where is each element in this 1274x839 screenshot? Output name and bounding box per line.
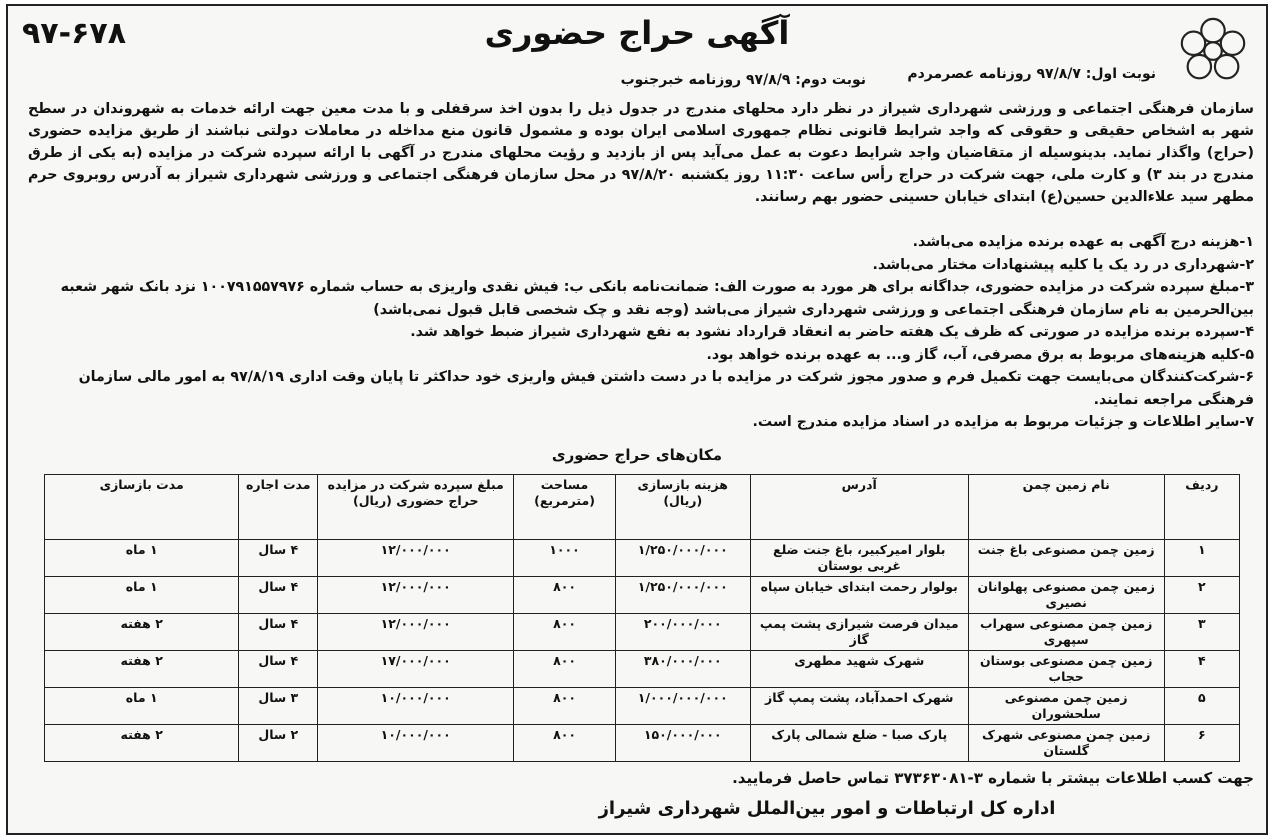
cell-address: میدان فرصت شیرازی پشت پمپ گاز (750, 614, 968, 651)
cell-renovation-cost: ۱/۰۰۰/۰۰۰/۰۰۰ (615, 688, 750, 725)
header-address: آدرس (750, 475, 968, 540)
cell-renovation-cost: ۲۰۰/۰۰۰/۰۰۰ (615, 614, 750, 651)
cell-row-number: ۲ (1164, 577, 1239, 614)
cell-area: ۸۰۰ (514, 577, 615, 614)
table-header-row (45, 475, 1240, 540)
header-deposit: مبلغ سپرده شرکت در مزایده حراج حضوری (ریال) (318, 475, 514, 540)
table-row (45, 540, 1240, 577)
cell-deposit: ۱۲/۰۰۰/۰۰۰ (318, 614, 514, 651)
cell-deposit: ۱۷/۰۰۰/۰۰۰ (318, 651, 514, 688)
condition-item: ۵-کلیه هزینه‌های مربوط به برق مصرفی، آب، گاز و... به عهده برنده خواهد بود. (706, 346, 1254, 363)
cell-renovation-period: ۲ هفته (45, 651, 239, 688)
cell-field-name: زمین چمن مصنوعی باغ جنت (968, 540, 1164, 577)
cell-area: ۸۰۰ (514, 651, 615, 688)
cell-field-name: زمین چمن مصنوعی سلحشوران (968, 688, 1164, 725)
cell-renovation-period: ۲ هفته (45, 614, 239, 651)
auction-places-table (44, 474, 1240, 762)
cell-lease-term: ۴ سال (239, 540, 318, 577)
cell-lease-term: ۴ سال (239, 577, 318, 614)
cell-address: شهرک شهید مطهری (750, 651, 968, 688)
cell-field-name: زمین چمن مصنوعی بوستان حجاب (968, 651, 1164, 688)
cell-lease-term: ۴ سال (239, 614, 318, 651)
cell-row-number: ۴ (1164, 651, 1239, 688)
cell-area: ۱۰۰۰ (514, 540, 615, 577)
table-title: مکان‌های حراج حضوری (551, 446, 723, 464)
header-field-name: نام زمین چمن (968, 475, 1164, 540)
cell-address: بلوار امیرکبیر، باغ جنت ضلع غربی بوستان (750, 540, 968, 577)
cell-deposit: ۱۲/۰۰۰/۰۰۰ (318, 577, 514, 614)
cell-address: بولوار رحمت ابتدای خیابان سپاه (750, 577, 968, 614)
page-title: آگهی حراج حضوری (484, 14, 790, 52)
cell-renovation-cost: ۱۵۰/۰۰۰/۰۰۰ (615, 725, 750, 762)
cell-lease-term: ۴ سال (239, 651, 318, 688)
table-row (45, 725, 1240, 762)
cell-renovation-period: ۱ ماه (45, 577, 239, 614)
header-renovation-cost: هزینه بازسازی (ریال) (615, 475, 750, 540)
cell-renovation-period: ۲ هفته (45, 725, 239, 762)
cell-row-number: ۱ (1164, 540, 1239, 577)
cell-lease-term: ۲ سال (239, 725, 318, 762)
cell-renovation-period: ۱ ماه (45, 688, 239, 725)
cell-area: ۸۰۰ (514, 688, 615, 725)
table-row (45, 651, 1240, 688)
issuer-signature: اداره کل ارتباطات و امور بین‌الملل شهرداری شیراز (598, 798, 1056, 819)
cell-renovation-cost: ۱/۲۵۰/۰۰۰/۰۰۰ (615, 540, 750, 577)
cell-deposit: ۱۰/۰۰۰/۰۰۰ (318, 688, 514, 725)
cell-deposit: ۱۲/۰۰۰/۰۰۰ (318, 540, 514, 577)
cell-field-name: زمین چمن مصنوعی شهرک گلستان (968, 725, 1164, 762)
cell-address: شهرک احمدآباد، پشت پمپ گاز (750, 688, 968, 725)
header-row-number: ردیف (1164, 475, 1239, 540)
cell-area: ۸۰۰ (514, 614, 615, 651)
header-area: مساحت (مترمربع) (514, 475, 615, 540)
condition-item: ۷-سایر اطلاعات و جزئیات مربوط به مزایده در اسناد مزایده مندرج است. (752, 414, 1254, 430)
cell-renovation-cost: ۳۸۰/۰۰۰/۰۰۰ (615, 651, 750, 688)
cell-renovation-cost: ۱/۲۵۰/۰۰۰/۰۰۰ (615, 577, 750, 614)
header-lease-term: مدت اجاره (239, 475, 318, 540)
cell-row-number: ۳ (1164, 614, 1239, 651)
second-publication: نوبت دوم: ۹۷/۸/۹ روزنامه خبرجنوب (620, 72, 866, 88)
condition-item: ۶-شرکت‌کنندگان می‌بایست جهت تکمیل فرم و صدور مجوز شرکت در مزایده با در دست داشتن فیش واریزی خود حداکثر تا پایان وقت اداری ۹۷/۸/۱۹ به امور مالی سازمان فرهنگی مراجعه نمایند. (78, 369, 1254, 408)
condition-item: ۳-مبلغ سپرده شرکت در مزایده حضوری، جداگانه برای هر مورد به صورت الف: ضمانت‌نامه بانکی ب: فیش نقدی واریزی به حساب شماره ۱۰۰۷۹۱۵۵۷۹۷۶ نزد بانک شهر شعبه بین‌الحرمین به نام سازمان فرهنگی اجتماعی و ورزشی شهرداری شیراز می‌باشد (وجه نقد و چک شخصی قابل قبول نمی‌باشد) (60, 279, 1254, 318)
cell-lease-term: ۳ سال (239, 688, 318, 725)
header-renovation-period: مدت بازسازی (45, 475, 239, 540)
conditions-list (28, 231, 1254, 434)
cell-area: ۸۰۰ (514, 725, 615, 762)
table-row (45, 614, 1240, 651)
cell-field-name: زمین چمن مصنوعی سهراب سپهری (968, 614, 1164, 651)
first-publication: نوبت اول: ۹۷/۸/۷ روزنامه عصرمردم (907, 66, 1156, 82)
table-row (45, 577, 1240, 614)
cell-row-number: ۶ (1164, 725, 1239, 762)
auction-notice (6, 4, 1268, 835)
contact-line: جهت کسب اطلاعات بیشتر با شماره ۳-۳۷۳۶۳۰۸۱ تماس حاصل فرمایید. (732, 769, 1254, 787)
cell-renovation-period: ۱ ماه (45, 540, 239, 577)
intro-paragraph: سازمان فرهنگی اجتماعی و ورزشی شهرداری شیراز در نظر دارد محلهای مندرج در جدول ذیل را بدون اخذ سرقفلی و با مدت معین جهت ارائه خدمات به شهروندان در سطح شهر به اشخاص حقیقی و حقوقی که واجد شرایط قانونی نظام جمهوری اسلامی ایران بوده و مشمول قانون منع مداخله در معاملات دولتی نباشند از طریق مزایده حضوری (حراج) واگذار نماید. بدینوسیله از متقاضیان واجد شرایط دعوت به عمل می‌آید پس از بازدید و رؤیت محلهای مندرج در آگهی با ارائه سپرده شرکت در مزایده (به یکی از طرق مندرج در بند ۳) و کارت ملی، جهت شرکت در حراج رأس ساعت ۱۱:۳۰ روز یکشنبه ۹۷/۸/۲۰ در محل سازمان فرهنگی اجتماعی و ورزشی شهرداری شیراز به آدرس روبروی حرم مطهر سید علاءالدین حسین(ع) ابتدای خیابان حسینی حضور بهم رسانند. (28, 101, 1254, 205)
table-row (45, 688, 1240, 725)
cell-field-name: زمین چمن مصنوعی پهلوانان نصیری (968, 577, 1164, 614)
condition-item: ۱-هزینه درج آگهی به عهده برنده مزایده می‌باشد. (912, 234, 1254, 250)
condition-item: ۲-شهرداری در رد یک یا کلیه پیشنهادات مختار می‌باشد. (872, 256, 1254, 273)
condition-item: ۴-سپرده برنده مزایده در صورتی که ظرف یک هفته حاضر به انعقاد قرارداد نشود به نفع شهرداری شیراز ضبط خواهد شد. (410, 324, 1254, 340)
cell-row-number: ۵ (1164, 688, 1239, 725)
cell-address: پارک صبا - ضلع شمالی پارک (750, 725, 968, 762)
cell-deposit: ۱۰/۰۰۰/۰۰۰ (318, 725, 514, 762)
ad-number: ۹۷-۶۷۸ (22, 16, 127, 51)
